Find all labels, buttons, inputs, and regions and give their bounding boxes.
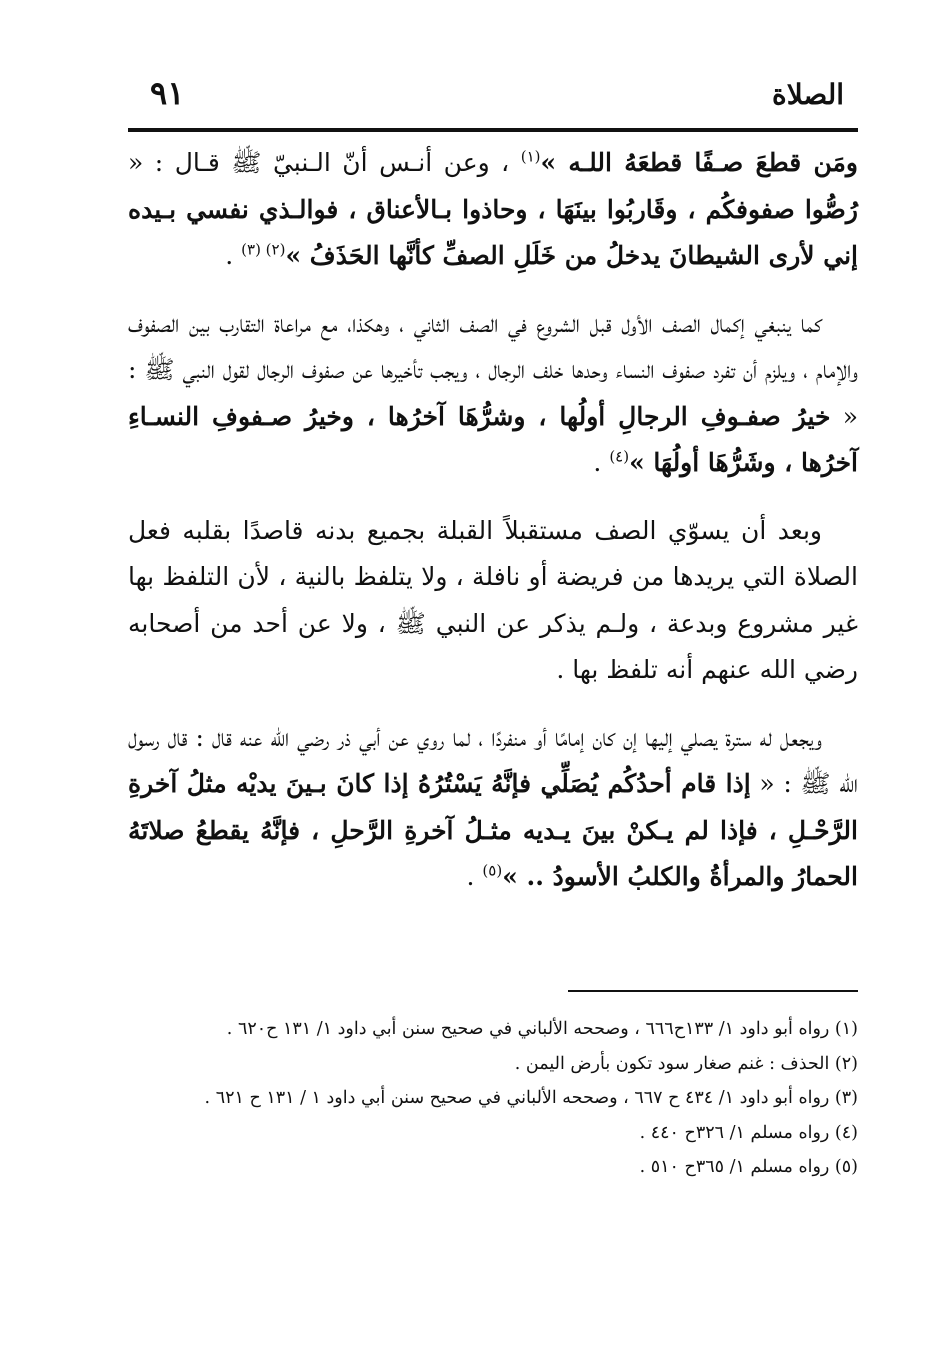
narration-text: ، وعن أنـس أنّ الـنبيّ ﷺ قـال : « <box>128 148 521 177</box>
footnote-ref-1[interactable]: (١) <box>520 147 541 166</box>
hadith-text: خيرُ صفـوفِ الرجالِ أولُها ، وشرُّهَا آخرُها ، وخيرُ صـفوفِ النسـاءِ آخرُها ، وشَرُّهَا أولُهَا » <box>128 401 858 477</box>
body-text <box>128 140 858 922</box>
paragraph-4 <box>128 715 858 901</box>
paragraph-text: وبعد أن يسوّي الصف مستقبلاً القبلة بجميع بدنه قاصدًا بقلبه فعل الصلاة التي يريدها من فريضة أو نافلة ، ولا يتلفظ بالنية ، لأن التلفظ بها غير مشروع وبدعة ، ولـم يذكر عن النبي ﷺ ، ولا عن أحد من أصحابه رضي الله عنهم أنه تلفظ بها . <box>128 515 858 684</box>
punctuation: . <box>466 862 483 891</box>
paragraph-1 <box>128 140 858 280</box>
footnote-separator <box>568 990 858 992</box>
footnote-2: (٢) الحذف : غنم صغار سود تكون بأرض اليمن . <box>514 1053 858 1074</box>
footnote-ref-2-3[interactable]: (٢) (٣) <box>241 240 286 259</box>
paragraph-text: كما ينبغي إكمال الصف الأول قبل الشروع في الصف الثاني ، وهكذا، مع مراعاة التقارب بين الصفوف والإمام ، ويلزم أن تفرد صفوف النساء وحدها خلف الرجال ، ويجب تأخيرها عن صفوف الرجال لقول النبي ﷺ : « <box>128 308 858 431</box>
hadith-text: إذا قام أحدُكُم يُصَلِّي فإنَّهُ يَسْتُرُهُ إذا كانَ بـينَ يديْه مثلُ آخرةِ الرَّحْـلِ ، فإذا لم يـكنْ بينَ يـديه مثـلُ آخرةِ الرَّحلِ ، فإنَّهُ يقطعُ صلاتَهُ الحمارُ والمرأةُ والكلبُ الأسودُ .. » <box>128 769 858 891</box>
paragraph-text: ويجعل له سترة يصلي إليها إن كان إمامًا أو منفردًا ، لما روي عن أبي ذر رضي الله عنه قال : قال رسول الله ﷺ : « <box>128 722 858 798</box>
punctuation: . <box>593 448 610 477</box>
punctuation: . <box>225 241 242 270</box>
hadith-text: رُصُّوا صفوفكُم ، وقَاربُوا بينَهَا ، وحاذوا بـالأعناق ، فوالـذي نفسي بـيده إني لأرى الشيطانَ يدخلُ من خَلَلِ الصفِّ كأنَّها الحَذَفُ » <box>128 194 858 270</box>
footnote-5: (٥) رواه مسلم ١/ ٣٦٥ح ٥١٠ . <box>639 1157 858 1177</box>
header-rule <box>128 128 858 132</box>
page-number: ٩١ <box>150 74 185 112</box>
footnote-ref-4[interactable]: (٤) <box>609 447 630 466</box>
page-header <box>128 74 858 122</box>
paragraph-3 <box>128 508 858 694</box>
paragraph-2 <box>128 301 858 487</box>
hadith-text: ومَن قطعَ صـفًا قطعَهُ اللـه » <box>540 148 858 177</box>
footnote-3: (٣) رواه أبو داود ١/ ٤٣٤ ح ٦٦٧ ، وصححه الألباني في صحيح سنن أبي داود ١ / ١٣١ ح ٦٢١ . <box>204 1088 858 1108</box>
footnote-ref-5[interactable]: (٥) <box>482 861 503 880</box>
footnotes <box>128 1012 858 1185</box>
running-title: الصلاة <box>772 78 844 111</box>
footnote-4: (٤) رواه مسلم ١/ ٣٢٦ح ٤٤٠ . <box>639 1122 858 1143</box>
footnote-1: (١) رواه أبو داود ١/ ١٣٣ح٦٦٦ ، وصححه الألباني في صحيح سنن أبي داود ١/ ١٣١ ح٦٢٠ . <box>226 1019 858 1039</box>
